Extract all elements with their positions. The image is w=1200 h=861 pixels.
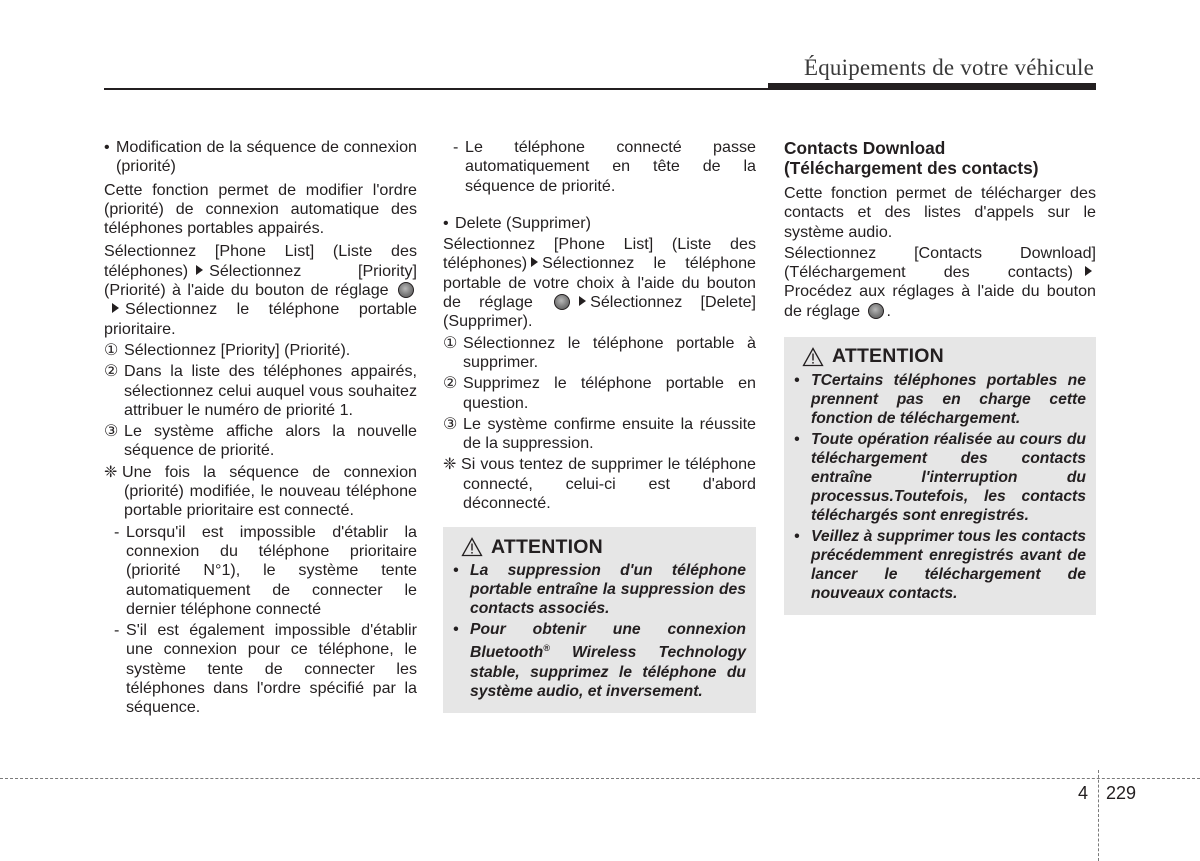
page-number: 229 [1106,783,1137,803]
paragraph-text: Procédez aux réglages à l'aide du bouton de réglage [784,282,1096,320]
paragraph-text: Sélectionnez [Phone List] (Liste des téléphones) [443,235,756,273]
step-item [443,415,756,454]
paragraph-text: Sélectionnez [Phone List] (Liste des téléphones) [104,242,417,280]
footer-divider [0,778,1200,779]
step-item [104,422,417,461]
arrow-right-icon [1085,266,1092,276]
bullet-mark: • [794,431,800,449]
note-mark: ❈ [443,455,457,474]
attention-box [784,337,1096,615]
step-text: Dans la liste des téléphones appairés, sélectionnez celui auquel vous souhaitez attribuer le numéro de priorité 1. [124,362,417,419]
dash-mark: - [453,138,459,156]
attention-title: ATTENTION [491,535,603,558]
section-title-line: Contacts Download [784,138,946,158]
attention-header [802,347,1086,367]
arrow-right-icon [531,257,538,267]
step-text: Supprimez le téléphone portable en question. [463,374,756,412]
step-number: ② [104,362,119,381]
step-text: Le système affiche alors la nouvelle séquence de priorité. [124,422,417,460]
step-number: ② [443,374,458,393]
step-item [104,362,417,420]
paragraph: Cette fonction permet de télécharger des contacts et des listes d'appels sur le système audio. [784,184,1096,241]
section-title-line: (Téléchargement des contacts) [784,158,1039,178]
arrow-right-icon [196,265,203,275]
attention-text: Veillez à supprimer tous les contacts précédemment enregistrés avant de lancer le téléchargement de nouveaux contacts. [811,528,1086,603]
warning-triangle-icon [461,537,483,557]
step-item [443,374,756,413]
attention-item [794,430,1086,525]
dash-text: Lorsqu'il est impossible d'établir la connexion du téléphone prioritaire (priorité N°1), le système tente automatiquement de connecter le dernier téléphone connecté [126,522,417,618]
paragraph [784,244,1096,321]
footer-vertical-divider [1098,770,1099,861]
attention-item [453,620,746,700]
dash-text: S'il est également impossible d'établir une connexion pour ce téléphone, le système tente de connecter les téléphones dans l'ordre spécifié par la séquence. [126,621,417,717]
bullet-mark: • [794,372,800,390]
header-rule [104,88,768,90]
attention-title: ATTENTION [832,345,944,368]
attention-text: La suppression d'un téléphone portable entraîne la suppression des contacts associés. [470,562,746,618]
step-text: Le système confirme ensuite la réussite de la suppression. [463,414,756,453]
note-mark: ❈ [104,462,118,481]
registered-mark: ® [543,643,550,654]
paragraph-text: Sélectionnez [Delete] (Supprimer). [443,293,757,331]
note-item [104,463,417,521]
bullet-mark: • [453,621,459,639]
paragraph-text: Delete (Supprimer) [455,213,591,232]
attention-item [794,527,1086,603]
header-rule-accent [768,83,1096,90]
arrow-right-icon [112,303,119,313]
header-title: Équipements de votre véhicule [803,55,1094,80]
paragraph-text: Sélectionnez le téléphone portable de votre choix à l'aide du bouton de réglage [443,254,756,312]
tune-knob-icon [398,282,414,298]
attention-text: Toute opération réalisée au cours du téléchargement des contacts entraîne l'interruption du processus.Toutefois, les contacts téléchargés sont enregistrés. [811,431,1086,525]
step-number: ① [104,340,119,359]
paragraph-text: Modification de la séquence de connexion (priorité) [116,138,417,176]
attention-item [453,561,746,618]
bullet-mark: • [104,138,110,156]
list-item [104,138,417,177]
dash-mark: - [114,621,120,640]
attention-item [794,371,1086,428]
bullet-mark: • [443,213,449,232]
paragraph-text: . [886,301,892,320]
step-item [104,341,417,360]
note-text: Une fois la séquence de connexion (priorité) modifiée, le nouveau téléphone portable prioritaire est connecté. [122,462,417,520]
attention-text: Pour obtenir une connexion Bluetooth [470,621,746,662]
paragraph [104,242,417,338]
tune-knob-icon [554,294,570,310]
attention-text: Wireless Technology stable, supprimez le téléphone du système audio, et inversement. [470,644,746,700]
attention-header [461,537,746,557]
paragraph-text: Sélectionnez [Contacts Download] (Téléchargement des contacts) [784,243,1096,282]
tune-knob-icon [868,303,884,319]
dash-item [104,523,417,619]
list-item [443,214,756,233]
paragraph [443,235,756,331]
paragraph-text: Sélectionnez le téléphone portable prioritaire. [104,300,417,338]
step-number: ③ [104,422,119,441]
column-right [784,138,1096,615]
dash-item [104,621,417,717]
dash-mark: - [114,522,120,541]
bullet-mark: • [453,562,459,580]
step-number: ③ [443,414,458,433]
note-text: Si vous tentez de supprimer le téléphone connecté, celui-ci est d'abord déconnecté. [461,455,756,513]
column-left [104,138,417,718]
chapter-number: 4 [1078,783,1089,803]
step-text: Sélectionnez le téléphone portable à supprimer. [463,333,756,371]
warning-triangle-icon [802,347,824,367]
paragraph-text: Sélectionnez [Priority] (Priorité) à l'aide du bouton de réglage [104,261,417,300]
section-title [784,138,1096,178]
step-item [443,334,756,373]
attention-text: TCertains téléphones portables ne prennent pas en charge cette fonction de téléchargement. [811,372,1086,428]
dash-item [443,138,756,196]
note-item [443,455,756,513]
arrow-right-icon [579,296,586,306]
step-number: ① [443,333,458,352]
dash-text: Le téléphone connecté passe automatiquement en tête de la séquence de priorité. [465,138,756,195]
step-text: Sélectionnez [Priority] (Priorité). [124,340,351,359]
column-middle [443,138,756,713]
bullet-mark: • [794,528,800,546]
attention-box [443,527,756,712]
paragraph: Cette fonction permet de modifier l'ordre (priorité) de connexion automatique des téléphones portables appairés. [104,180,417,238]
